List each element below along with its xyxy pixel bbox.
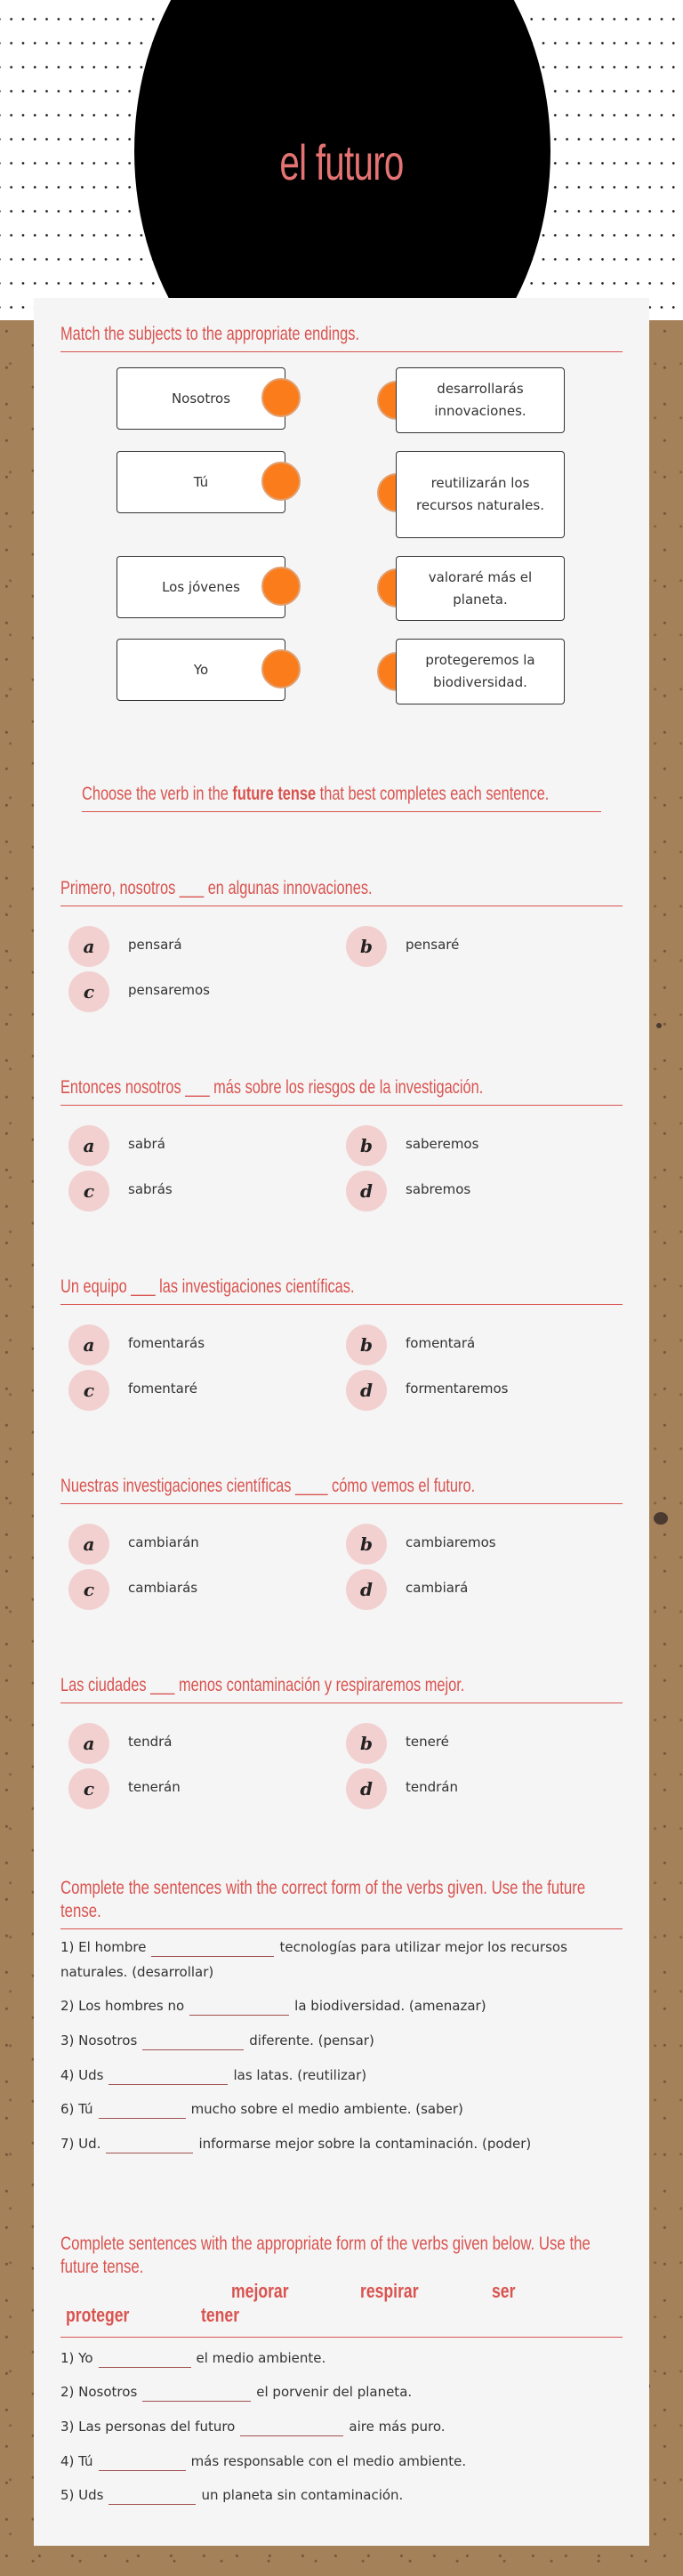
word-bank-item: respirar xyxy=(360,2280,419,2302)
question-4-prompt: Nuestras investigaciones científicas ____ cómo vemos el futuro. xyxy=(60,1475,623,1504)
question-2-prompt: Entonces nosotros ___ más sobre los riesgos de la investigación. xyxy=(60,1076,623,1106)
option-badge-a[interactable]: a xyxy=(68,1524,109,1565)
fill-sentence-2: 2) Los hombres no la biodiversidad. (amenazar) xyxy=(60,1998,486,2014)
match-ending-1[interactable]: desarrollarás innovaciones. xyxy=(396,367,565,433)
option-badge-c[interactable]: c xyxy=(68,1171,109,1212)
answer-blank[interactable] xyxy=(142,2034,244,2050)
option-badge-c[interactable]: c xyxy=(68,1370,109,1411)
section-divider xyxy=(60,2337,623,2338)
option-text[interactable]: pensaremos xyxy=(128,982,210,998)
match-subject-nosotros[interactable]: Nosotros xyxy=(117,367,285,430)
option-text[interactable]: cambiará xyxy=(406,1580,469,1596)
page-title: el futuro xyxy=(279,134,404,190)
option-badge-d[interactable]: d xyxy=(346,1171,387,1212)
answer-blank[interactable] xyxy=(151,1941,274,1957)
background-spot xyxy=(656,1023,662,1028)
option-badge-a[interactable]: a xyxy=(68,1324,109,1365)
question-5-prompt: Las ciudades ___ menos contaminación y respiraremos mejor. xyxy=(60,1674,623,1703)
answer-blank[interactable] xyxy=(99,2352,191,2368)
option-badge-b[interactable]: b xyxy=(346,1125,387,1166)
option-badge-b[interactable]: b xyxy=(346,926,387,967)
worksheet-card xyxy=(34,298,649,2546)
option-text[interactable]: teneré xyxy=(406,1734,449,1750)
option-text[interactable]: sabrá xyxy=(128,1136,165,1152)
option-badge-b[interactable]: b xyxy=(346,1324,387,1365)
option-text[interactable]: formentaremos xyxy=(406,1381,509,1397)
option-badge-b[interactable]: b xyxy=(346,1524,387,1565)
option-badge-b[interactable]: b xyxy=(346,1723,387,1764)
fill-sentence-4: 4) Uds las latas. (reutilizar) xyxy=(60,2067,367,2083)
option-text[interactable]: sabremos xyxy=(406,1181,471,1197)
answer-blank[interactable] xyxy=(108,2069,228,2085)
word-bank-item: ser xyxy=(492,2280,516,2302)
option-text[interactable]: saberemos xyxy=(406,1136,479,1152)
question-1-prompt: Primero, nosotros ___ en algunas innovaciones. xyxy=(60,877,623,906)
option-badge-c[interactable]: c xyxy=(68,1569,109,1610)
answer-blank[interactable] xyxy=(189,2000,289,2016)
fill-in-heading-1: Complete the sentences with the correct form of the verbs given. Use the future tense. xyxy=(60,1877,623,1929)
option-text[interactable]: fomentarás xyxy=(128,1335,205,1351)
answer-blank[interactable] xyxy=(142,2386,251,2402)
answer-blank[interactable] xyxy=(106,2137,193,2153)
option-text[interactable]: tenerán xyxy=(128,1779,181,1795)
fill2-sentence-5: 5) Uds un planeta sin contaminación. xyxy=(60,2487,404,2503)
option-badge-c[interactable]: c xyxy=(68,971,109,1012)
option-text[interactable]: pensará xyxy=(128,937,182,953)
match-ending-3[interactable]: valoraré más el planeta. xyxy=(396,556,565,621)
answer-blank[interactable] xyxy=(99,2455,186,2471)
match-ending-2[interactable]: reutilizarán los recursos naturales. xyxy=(396,451,565,538)
option-badge-c[interactable]: c xyxy=(68,1768,109,1809)
fill2-sentence-1: 1) Yo el medio ambiente. xyxy=(60,2350,326,2366)
matching-heading: Match the subjects to the appropriate endings. xyxy=(60,323,623,352)
option-badge-d[interactable]: d xyxy=(346,1370,387,1411)
fill2-sentence-3: 3) Las personas del futuro aire más puro. xyxy=(60,2419,446,2435)
fill-sentence-3: 3) Nosotros diferente. (pensar) xyxy=(60,2033,374,2049)
match-subject-los-jovenes[interactable]: Los jóvenes xyxy=(117,556,285,618)
option-text[interactable]: fomentará xyxy=(406,1335,476,1351)
word-bank-item: tener xyxy=(201,2304,240,2326)
option-text[interactable]: tendrán xyxy=(406,1779,459,1795)
option-text[interactable]: sabrás xyxy=(128,1181,173,1197)
background-spot xyxy=(654,1512,668,1525)
word-bank-item: proteger xyxy=(66,2304,130,2326)
fill-in-heading-2: Complete sentences with the appropriate form of the verbs given below. Use the future tense. xyxy=(60,2234,591,2277)
answer-blank[interactable] xyxy=(108,2489,196,2505)
multiple-choice-heading: Choose the verb in the future tense that best completes each sentence. xyxy=(82,783,601,812)
question-3-prompt: Un equipo ___ las investigaciones científicas. xyxy=(60,1276,623,1305)
option-badge-d[interactable]: d xyxy=(346,1768,387,1809)
option-badge-a[interactable]: a xyxy=(68,1125,109,1166)
match-connector-dot[interactable] xyxy=(261,649,301,688)
option-text[interactable]: cambiaremos xyxy=(406,1534,496,1550)
match-connector-dot[interactable] xyxy=(261,567,301,606)
match-subject-yo[interactable]: Yo xyxy=(117,639,285,701)
option-text[interactable]: cambiarás xyxy=(128,1580,198,1596)
option-badge-d[interactable]: d xyxy=(346,1569,387,1610)
option-badge-a[interactable]: a xyxy=(68,1723,109,1764)
fill2-sentence-4: 4) Tú más responsable con el medio ambiente. xyxy=(60,2453,467,2469)
fill-sentence-1: 1) El hombre tecnologías para utilizar mejor los recursos naturales. (desarrollar) xyxy=(60,1939,567,1980)
option-badge-a[interactable]: a xyxy=(68,926,109,967)
match-connector-dot[interactable] xyxy=(261,462,301,501)
answer-blank[interactable] xyxy=(240,2420,343,2436)
fill2-sentence-2: 2) Nosotros el porvenir del planeta. xyxy=(60,2384,413,2400)
fill-sentence-7: 7) Ud. informarse mejor sobre la contaminación. (poder) xyxy=(60,2136,532,2152)
match-ending-4[interactable]: protegeremos la biodiversidad. xyxy=(396,639,565,704)
option-text[interactable]: fomentaré xyxy=(128,1381,197,1397)
word-bank-item: mejorar xyxy=(231,2280,289,2302)
option-text[interactable]: tendrá xyxy=(128,1734,173,1750)
match-connector-dot[interactable] xyxy=(261,378,301,417)
match-subject-tu[interactable]: Tú xyxy=(117,451,285,513)
option-text[interactable]: pensaré xyxy=(406,937,460,953)
answer-blank[interactable] xyxy=(99,2103,186,2119)
option-text[interactable]: cambiarán xyxy=(128,1534,199,1550)
fill-sentence-6: 6) Tú mucho sobre el medio ambiente. (saber) xyxy=(60,2101,463,2117)
